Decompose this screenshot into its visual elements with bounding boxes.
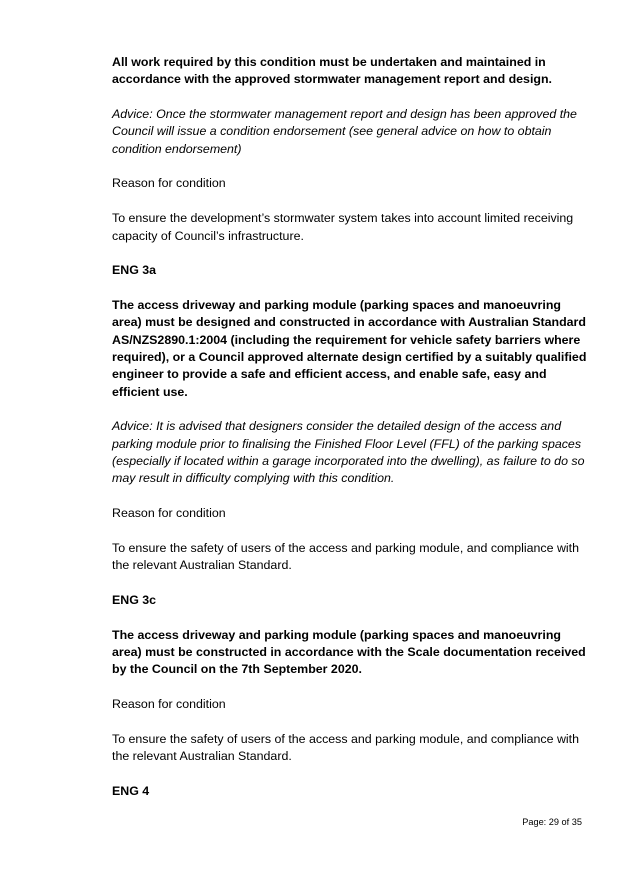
- reason-heading: Reason for condition: [112, 176, 226, 191]
- reason-text: To ensure the safety of users of the access and parking module, and compliance with the relevant Australian Standard.: [112, 540, 579, 573]
- reason-text: To ensure the safety of users of the access and parking module, and compliance with the relevant Australian Standard.: [112, 732, 579, 764]
- condition-code-heading: ENG 3a: [112, 263, 157, 278]
- condition-requirement-text: All work required by this condition must be undertaken and maintained in accordance with the approved stormwater management report and design.: [112, 55, 552, 87]
- advice-text: Advice: It is advised that designers consider the detailed design of the access and parking module prior to finalising the Finished Floor Level (FFL) of the parking spaces (especially if located within a garage incorporated into the dwelling), as failure to do so may result in difficulty complying with this condition.: [112, 419, 585, 486]
- document-page: [112, 54, 587, 800]
- condition-requirement-text: The access driveway and parking module (parking spaces and manoeuvring area) must be designed and constructed in accordance with Australian Standard AS/NZS2890.1:2004 (including the requirement for vehicle safety barriers where required), or a Council approved alternate design certified by a suitably qualified engineer to provide a safe and efficient access, and enable safe, easy and efficient use.: [112, 298, 587, 399]
- reason-text: To ensure the development’s stormwater system takes into account limited receiving capacity of Council’s infrastructure.: [112, 211, 574, 243]
- reason-heading: Reason for condition: [112, 506, 226, 521]
- condition-requirement-text: The access driveway and parking module (parking spaces and manoeuvring area) must be constructed in accordance with the Scale documentation received by the Council on the 7th September 2020.: [112, 627, 586, 677]
- condition-code-heading: ENG 4: [112, 784, 150, 799]
- advice-text: Advice: Once the stormwater management report and design has been approved the Council will issue a condition endorsement (see general advice on how to obtain condition endorsement): [112, 107, 577, 156]
- reason-heading: Reason for condition: [112, 697, 226, 712]
- page-number: Page: 29 of 35: [522, 817, 582, 827]
- condition-code-heading: ENG 3c: [112, 593, 157, 608]
